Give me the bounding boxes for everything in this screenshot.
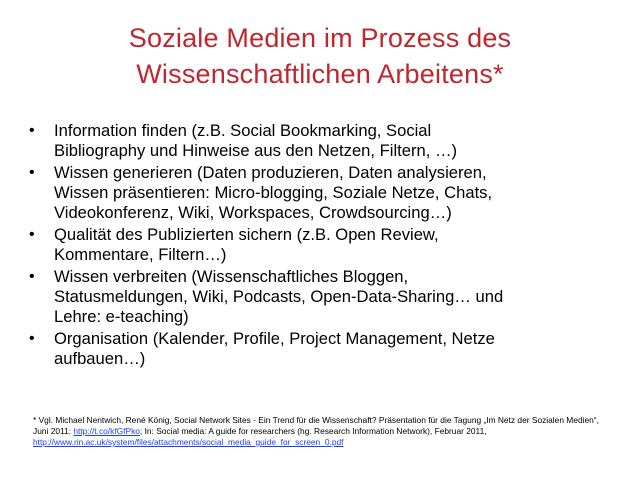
bullet-item xyxy=(27,267,612,327)
bullet-item xyxy=(27,329,612,369)
bullet-item xyxy=(27,225,612,265)
bullet-line: Wissen verbreiten (Wissenschaftliches Bloggen, xyxy=(54,267,409,286)
footnote xyxy=(33,415,608,448)
title-line-1: Soziale Medien im Prozess des xyxy=(128,23,512,53)
bullet-item xyxy=(27,121,612,161)
title-line-2: Wissenschaftlichen Arbeitens* xyxy=(136,59,504,89)
bullet-line: Videokonferenz, Wiki, Workspaces, Crowdsourcing…) xyxy=(54,203,452,222)
bullet-marker: • xyxy=(29,122,35,139)
bullet-marker: • xyxy=(29,164,35,181)
bullet-marker: • xyxy=(29,226,35,243)
bullet-item xyxy=(27,163,612,223)
footnote-link-rin[interactable]: http://www.rin.ac.uk/system/files/attachments/social_media_guide_for_screen_0.pdf xyxy=(33,437,344,447)
bullet-line: Organisation (Kalender, Profile, Project Management, Netze xyxy=(54,329,495,348)
bullet-line: Wissen präsentieren: Micro-blogging, Soziale Netze, Chats, xyxy=(54,183,493,202)
bullet-line: Statusmeldungen, Wiki, Podcasts, Open-Data-Sharing… und xyxy=(54,287,504,306)
footnote-text: * Vgl. Michael Nentwich, René König, Social Network Sites - Ein Trend für die Wissenschaft? Präsentation für die Tagung „Im Netz der Sozialen Medien“, Juni 2011: xyxy=(33,415,599,436)
bullet-line: aufbauen…) xyxy=(54,349,146,368)
bullet-line: Lehre: e-teaching) xyxy=(54,307,189,326)
bullet-list xyxy=(27,121,612,371)
slide-title xyxy=(70,20,570,92)
bullet-line: Qualität des Publizierten sichern (z.B. Open Review, xyxy=(54,225,439,244)
bullet-line: Bibliography und Hinweise aus den Netzen, Filtern, …) xyxy=(54,141,458,160)
bullet-line: Wissen generieren (Daten produzieren, Daten analysieren, xyxy=(54,163,487,182)
footnote-link-tco[interactable]: http://t.co/kfGfPko xyxy=(73,426,140,436)
bullet-line: Kommentare, Filtern…) xyxy=(54,245,227,264)
bullet-line: Information finden (z.B. Social Bookmarking, Social xyxy=(54,121,432,140)
bullet-marker: • xyxy=(29,268,35,285)
footnote-text: ; In: Social media: A guide for researchers (hg. Research Information Network), Februar 2011, xyxy=(139,426,487,436)
bullet-marker: • xyxy=(29,330,35,347)
